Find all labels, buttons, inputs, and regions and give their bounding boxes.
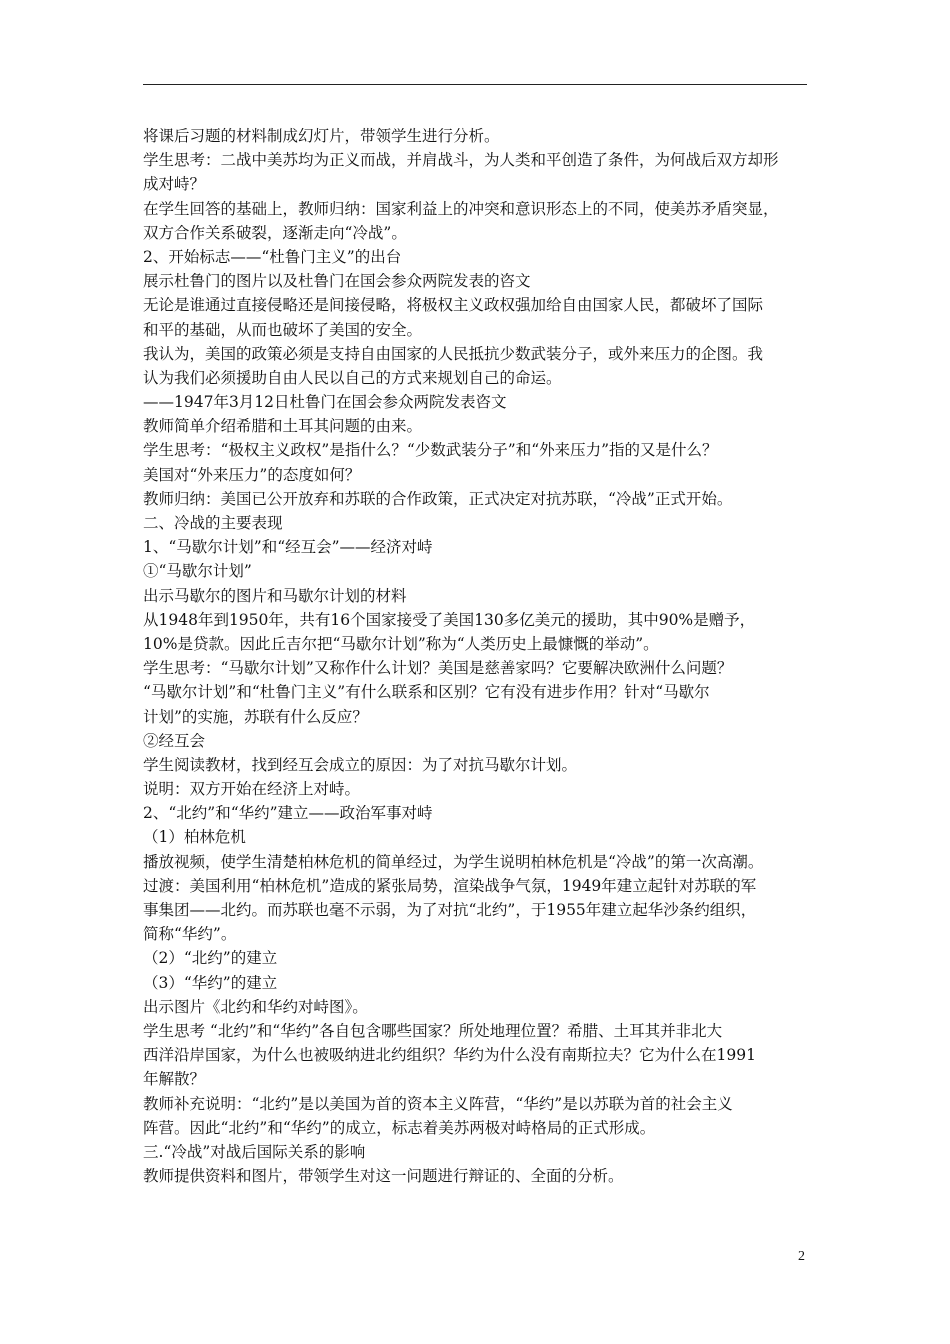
text-line: 学生思考：“马歇尔计划”又称作什么计划？美国是慈善家吗？它要解决欧洲什么问题？ — [143, 659, 733, 678]
subsection-heading: ②经互会 — [143, 731, 206, 750]
quote-line: 无论是谁通过直接侵略还是间接侵略，将极权主义政权强加给自由国家人民，都破坏了国际 — [143, 296, 764, 315]
text-line: 学生思考 “北约”和“华约”各自包含哪些国家？所处地理位置？希腊、土耳其并非北大 — [143, 1021, 723, 1040]
section-heading: 二、冷战的主要表现 — [143, 514, 283, 532]
text-line: 美国对“外来压力”的态度如何？ — [143, 465, 361, 484]
text-line: 从1948年到1950年，共有16个国家接受了美国130多亿美元的援助，其中90%是赠予， — [143, 610, 756, 629]
quote-line: 认为我们必须援助自由人民以自己的方式来规划自己的命运。 — [143, 368, 562, 387]
quote-line: 和平的基础，从而也破坏了美国的安全。 — [143, 320, 423, 339]
quote-source: ——1947年3月12日杜鲁门在国会参众两院发表咨文 — [143, 393, 507, 412]
text-line: 教师补充说明：“北约”是以美国为首的资本主义阵营，“华约”是以苏联为首的社会主义 — [143, 1094, 733, 1113]
text-line: 双方合作关系破裂，逐渐走向“冷战”。 — [143, 223, 407, 242]
text-line: 将课后习题的材料制成幻灯片，带领学生进行分析。 — [143, 127, 500, 145]
subsection-heading: ①“马歇尔计划” — [143, 562, 252, 581]
subsection-heading: （3）“华约”的建立 — [143, 973, 278, 992]
text-line: 成对峙？ — [143, 175, 206, 194]
section-heading: 2、开始标志——“杜鲁门主义”的出台 — [143, 247, 402, 266]
text-line: 事集团——北约。而苏联也毫不示弱，为了对抗“北约”，于1955年建立起华沙条约组织， — [143, 901, 757, 919]
text-line: 计划”的实施，苏联有什么反应？ — [143, 707, 368, 726]
text-line: 教师归纳：美国已公开放弃和苏联的合作政策，正式决定对抗苏联，“冷战”正式开始。 — [143, 489, 733, 508]
text-line: 学生阅读教材，找到经互会成立的原因：为了对抗马歇尔计划。 — [143, 755, 578, 774]
text-line: 年解散？ — [143, 1070, 206, 1089]
text-line: 出示图片《北约和华约对峙图》。 — [143, 997, 368, 1016]
quote-line: 我认为，美国的政策必须是支持自由国家的人民抵抗少数武装分子，或外来压力的企图。我 — [143, 344, 764, 363]
text-line: 简称“华约”。 — [143, 925, 237, 944]
section-heading: 三.“冷战”对战后国际关系的影响 — [143, 1142, 366, 1161]
section-heading: 2、“北约”和“华约”建立——政治军事对峙 — [143, 804, 433, 823]
text-line: 教师提供资料和图片，带领学生对这一问题进行辩证的、全面的分析。 — [143, 1167, 624, 1186]
text-line: 播放视频，使学生清楚柏林危机的简单经过，为学生说明柏林危机是“冷战”的第一次高潮。 — [143, 852, 764, 871]
text-line: 阵营。因此“北约”和“华约”的成立，标志着美苏两极对峙格局的正式形成。 — [143, 1118, 656, 1137]
text-line: 在学生回答的基础上，教师归纳：国家利益上的冲突和意识形态上的不同，使美苏矛盾突显， — [143, 199, 779, 218]
section-heading: 1、“马歇尔计划”和“经互会”——经济对峙 — [143, 538, 433, 557]
subsection-heading: （2）“北约”的建立 — [143, 949, 278, 968]
text-line: 学生思考：“极权主义政权”是指什么？“少数武装分子”和“外来压力”指的又是什么？ — [143, 441, 718, 460]
text-line: 10%是贷款。因此丘吉尔把“马歇尔计划”称为“人类历史上最慷慨的举动”。 — [143, 634, 659, 653]
subsection-heading: （1）柏林危机 — [143, 828, 246, 847]
text-line: 出示马歇尔的图片和马歇尔计划的材料 — [143, 586, 407, 605]
text-line: 学生思考：二战中美苏均为正义而战，并肩战斗，为人类和平创造了条件，为何战后双方却形 — [143, 151, 779, 170]
header-rule — [143, 84, 807, 85]
text-line: 展示杜鲁门的图片以及杜鲁门在国会参众两院发表的咨文 — [143, 272, 531, 291]
text-line: 西洋沿岸国家，为什么也被吸纳进北约组织？华约为什么没有南斯拉夫？它为什么在1991 — [143, 1046, 756, 1065]
text-line: “马歇尔计划”和“杜鲁门主义”有什么联系和区别？它有没有进步作用？针对“马歇尔 — [143, 683, 710, 702]
text-line: 过渡：美国利用“柏林危机”造成的紧张局势，渲染战争气氛，1949年建立起针对苏联的军 — [143, 876, 757, 895]
document-body — [143, 124, 815, 1188]
text-line: 教师简单介绍希腊和土耳其问题的由来。 — [143, 417, 423, 436]
text-line: 说明：双方开始在经济上对峙。 — [143, 780, 361, 799]
page-number: 2 — [798, 1249, 805, 1264]
